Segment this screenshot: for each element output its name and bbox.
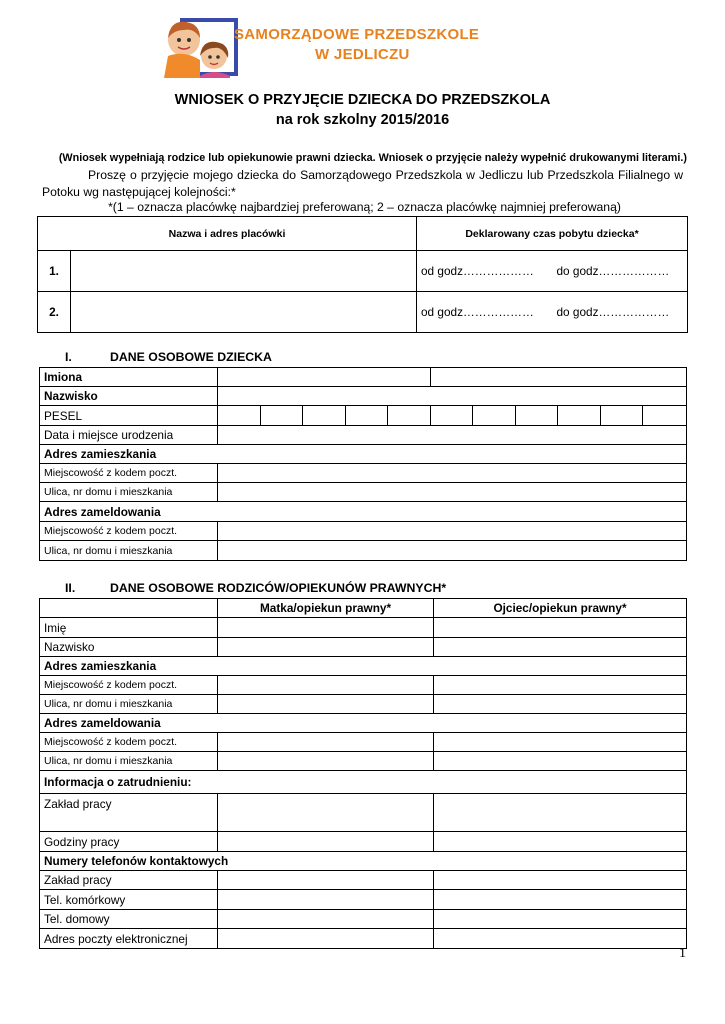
mother-workplace-input[interactable] xyxy=(218,794,434,832)
father-registration-street-input[interactable] xyxy=(434,752,687,771)
pesel-digit-input[interactable] xyxy=(558,406,601,426)
brand-line-1: SAMORZĄDOWE PRZEDSZKOLE xyxy=(234,26,480,43)
page-number: 1 xyxy=(679,946,686,961)
mother-surname-input[interactable] xyxy=(218,638,434,657)
residence-street-input[interactable] xyxy=(218,483,687,502)
mother-residence-street-input[interactable] xyxy=(218,695,434,714)
label-first-names: Imiona xyxy=(40,368,218,387)
label-home-phone: Tel. domowy xyxy=(40,910,218,929)
label-street: Ulica, nr domu i mieszkania xyxy=(40,541,218,561)
father-mobile-input[interactable] xyxy=(434,890,687,910)
residence-city-input[interactable] xyxy=(218,464,687,483)
children-logo-icon xyxy=(160,14,240,78)
section-2-number: II. xyxy=(65,581,76,595)
label-city: Miejscowość z kodem poczt. xyxy=(40,733,218,752)
mother-work-phone-input[interactable] xyxy=(218,871,434,890)
pesel-digit-input[interactable] xyxy=(218,406,261,426)
pesel-digit-input[interactable] xyxy=(431,406,473,426)
pref-to-time-input[interactable]: do godz……………… xyxy=(553,292,688,333)
label-first-name: Imię xyxy=(40,618,218,638)
pesel-digit-input[interactable] xyxy=(601,406,643,426)
label-employment: Informacja o zatrudnieniu: xyxy=(40,771,687,794)
label-workplace: Zakład pracy xyxy=(40,794,218,832)
preference-table xyxy=(37,216,688,333)
first-name-input[interactable] xyxy=(218,368,431,387)
label-street: Ulica, nr domu i mieszkania xyxy=(40,695,218,714)
label-registration: Adres zameldowania xyxy=(40,714,687,733)
pref-institution-input[interactable] xyxy=(71,292,417,333)
birth-input[interactable] xyxy=(218,426,687,445)
label-mobile: Tel. komórkowy xyxy=(40,890,218,910)
brand-line-2: W JEDLICZU xyxy=(315,46,410,63)
instruction-note: (Wniosek wypełniają rodzice lub opiekunowie prawni dziecka. Wniosek o przyjęcie należy wypełnić drukowanymi literami.) xyxy=(58,152,687,164)
child-data-table xyxy=(39,367,687,561)
label-phones: Numery telefonów kontaktowych xyxy=(40,852,687,871)
header-empty-cell xyxy=(40,599,218,618)
preference-footnote: *(1 – oznacza placówkę najbardziej preferowaną; 2 – oznacza placówkę najmniej preferowaną) xyxy=(108,200,621,214)
request-paragraph: Proszę o przyjęcie mojego dziecka do Samorządowego Przedszkola w Jedliczu lub Przedszkola Filialnego w Potoku wg następującej kolejności:* xyxy=(42,168,683,199)
label-city: Miejscowość z kodem poczt. xyxy=(40,522,218,541)
mother-residence-city-input[interactable] xyxy=(218,676,434,695)
parents-data-table xyxy=(39,598,687,949)
father-first-name-input[interactable] xyxy=(434,618,687,638)
form-title: WNIOSEK O PRZYJĘCIE DZIECKA DO PRZEDSZKOLA xyxy=(174,92,551,108)
pref-row-number: 2. xyxy=(38,292,71,333)
label-registration: Adres zameldowania xyxy=(40,502,687,522)
label-residence: Adres zamieszkania xyxy=(40,445,687,464)
child-surname-input[interactable] xyxy=(218,387,687,406)
pesel-digit-input[interactable] xyxy=(388,406,431,426)
col-institution-header: Nazwa i adres placówki xyxy=(38,217,417,251)
father-email-input[interactable] xyxy=(434,929,687,949)
label-street: Ulica, nr domu i mieszkania xyxy=(40,483,218,502)
pesel-digit-input[interactable] xyxy=(303,406,346,426)
label-street: Ulica, nr domu i mieszkania xyxy=(40,752,218,771)
pesel-digit-input[interactable] xyxy=(516,406,558,426)
section-2-title: DANE OSOBOWE RODZICÓW/OPIEKUNÓW PRAWNYCH* xyxy=(110,581,447,595)
pesel-digit-input[interactable] xyxy=(643,406,687,426)
mother-first-name-input[interactable] xyxy=(218,618,434,638)
label-residence: Adres zamieszkania xyxy=(40,657,687,676)
form-subtitle: na rok szkolny 2015/2016 xyxy=(275,112,450,128)
mother-home-phone-input[interactable] xyxy=(218,910,434,929)
father-home-phone-input[interactable] xyxy=(434,910,687,929)
pref-from-time-input[interactable]: od godz……………… xyxy=(417,251,553,292)
col-time-header: Deklarowany czas pobytu dziecka* xyxy=(417,217,688,251)
father-workplace-input[interactable] xyxy=(434,794,687,832)
label-work-phone: Zakład pracy xyxy=(40,871,218,890)
mother-work-hours-input[interactable] xyxy=(218,832,434,852)
pref-from-time-input[interactable]: od godz……………… xyxy=(417,292,553,333)
father-residence-street-input[interactable] xyxy=(434,695,687,714)
mother-email-input[interactable] xyxy=(218,929,434,949)
father-registration-city-input[interactable] xyxy=(434,733,687,752)
pesel-digit-input[interactable] xyxy=(473,406,516,426)
col-mother-header: Matka/opiekun prawny* xyxy=(218,599,434,618)
label-surname: Nazwisko xyxy=(40,638,218,657)
father-surname-input[interactable] xyxy=(434,638,687,657)
label-work-hours: Godziny pracy xyxy=(40,832,218,852)
section-1-number: I. xyxy=(65,350,72,364)
label-birth: Data i miejsce urodzenia xyxy=(40,426,218,445)
label-email: Adres poczty elektronicznej xyxy=(40,929,218,949)
label-surname: Nazwisko xyxy=(40,387,218,406)
father-work-hours-input[interactable] xyxy=(434,832,687,852)
label-city: Miejscowość z kodem poczt. xyxy=(40,676,218,695)
label-city: Miejscowość z kodem poczt. xyxy=(40,464,218,483)
section-1-title: DANE OSOBOWE DZIECKA xyxy=(110,350,272,364)
label-pesel: PESEL xyxy=(40,406,218,426)
mother-mobile-input[interactable] xyxy=(218,890,434,910)
father-work-phone-input[interactable] xyxy=(434,871,687,890)
pref-to-time-input[interactable]: do godz……………… xyxy=(553,251,688,292)
pref-row-number: 1. xyxy=(38,251,71,292)
registration-city-input[interactable] xyxy=(218,522,687,541)
father-residence-city-input[interactable] xyxy=(434,676,687,695)
mother-registration-street-input[interactable] xyxy=(218,752,434,771)
pesel-digit-input[interactable] xyxy=(346,406,388,426)
col-father-header: Ojciec/opiekun prawny* xyxy=(434,599,687,618)
pesel-digit-input[interactable] xyxy=(261,406,303,426)
registration-street-input[interactable] xyxy=(218,541,687,561)
mother-registration-city-input[interactable] xyxy=(218,733,434,752)
pref-institution-input[interactable] xyxy=(71,251,417,292)
second-name-input[interactable] xyxy=(431,368,687,387)
